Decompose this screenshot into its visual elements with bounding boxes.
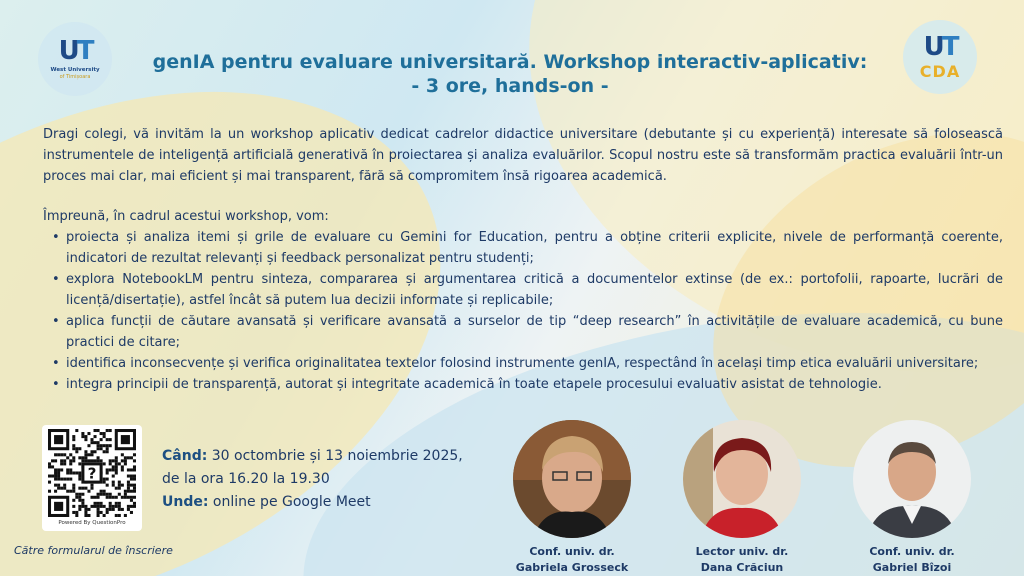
title-line1: genIA pentru evaluare universitară. Workshop interactiv-aplicativ: — [152, 51, 868, 73]
speaker-card — [680, 420, 804, 576]
where-line — [162, 491, 463, 514]
speaker-title: Conf. univ. dr. — [529, 545, 615, 558]
list-item: • proiecta și analiza itemi și grile de evaluare cu Gemini for Education, pentru a obține criterii explicite, nivele de performanță coerente, indicatori de rezultat relevanți și feedback personalizat pentru studenți; — [66, 227, 1003, 269]
svg-text:?: ? — [87, 464, 97, 483]
registration-link[interactable]: Către formularul de înscriere — [14, 544, 173, 557]
speaker-card — [850, 420, 974, 576]
speaker-name: Dana Crăciun — [700, 561, 784, 574]
speaker-name: Gabriela Grosseck — [515, 561, 629, 574]
list-item: • integra principii de transparență, autorat și integritate academică în toate etapele procesului evaluativ asistat de tehnologie. — [66, 374, 1003, 395]
speaker-photo — [853, 420, 971, 538]
page-title — [120, 50, 900, 98]
qr-code-icon — [48, 429, 136, 517]
speaker-photo — [513, 420, 631, 538]
objectives-list — [43, 227, 1003, 395]
list-item: • explora NotebookLM pentru sinteza, compararea și argumentarea critică a documentelor extinse (de ex.: portofolii, rapoarte, lucrări de licență/disertație), astfel încât să putem lua decizii informate și replicabile; — [66, 269, 1003, 311]
event-schedule — [162, 445, 463, 514]
cda-logo: UT CDA — [903, 20, 977, 94]
main-content — [43, 124, 1003, 395]
lead-text: Împreună, în cadrul acestui workshop, vom: — [43, 209, 329, 224]
logo-line1: West University — [50, 67, 100, 73]
speaker-title: Conf. univ. dr. — [869, 545, 955, 558]
list-item: • aplica funcții de căutare avansată și verificare avansată a surselor de tip “deep research” în activitățile de evaluare academică, cu bune practici de citare; — [66, 311, 1003, 353]
title-line2: - 3 ore, hands-on - — [411, 75, 609, 97]
intro-paragraph: Dragi colegi, vă invităm la un workshop aplicativ dedicat cadrelor didactice universitare (debutante și cu experiență) interesate să folosească instrumentele de inteligență artificială generativă în proiectarea și analiza evaluărilor. Scopul nostru este să transformăm practica evaluării într-un proces mai clar, mai eficient și mai transparent, fără să compromitem însă rigoarea academică. — [43, 127, 1003, 184]
registration-qr-code[interactable] — [42, 425, 142, 531]
when-line — [162, 445, 463, 468]
when-label: Când: — [162, 448, 208, 464]
where-label: Unde: — [162, 494, 209, 510]
qr-caption: Powered By QuestionPro — [58, 520, 126, 526]
where-value: online pe Google Meet — [208, 494, 371, 510]
list-item: • identifica inconsecvențe și verifica originalitatea textelor folosind instrumente genIA, respectând în același timp etica evaluării universitare; — [66, 353, 1003, 374]
speaker-name: Gabriel Bîzoi — [872, 561, 952, 574]
west-university-logo: UT West University of Timișoara — [38, 22, 112, 96]
speaker-photo — [683, 420, 801, 538]
time-line: de la ora 16.20 la 19.30 — [162, 471, 330, 487]
when-value: 30 octombrie și 13 noiembrie 2025, — [207, 448, 463, 464]
logo-line2: of Timișoara — [59, 74, 91, 80]
speaker-title: Lector univ. dr. — [695, 545, 789, 558]
speaker-card — [510, 420, 634, 576]
cda-label: CDA — [919, 61, 961, 81]
